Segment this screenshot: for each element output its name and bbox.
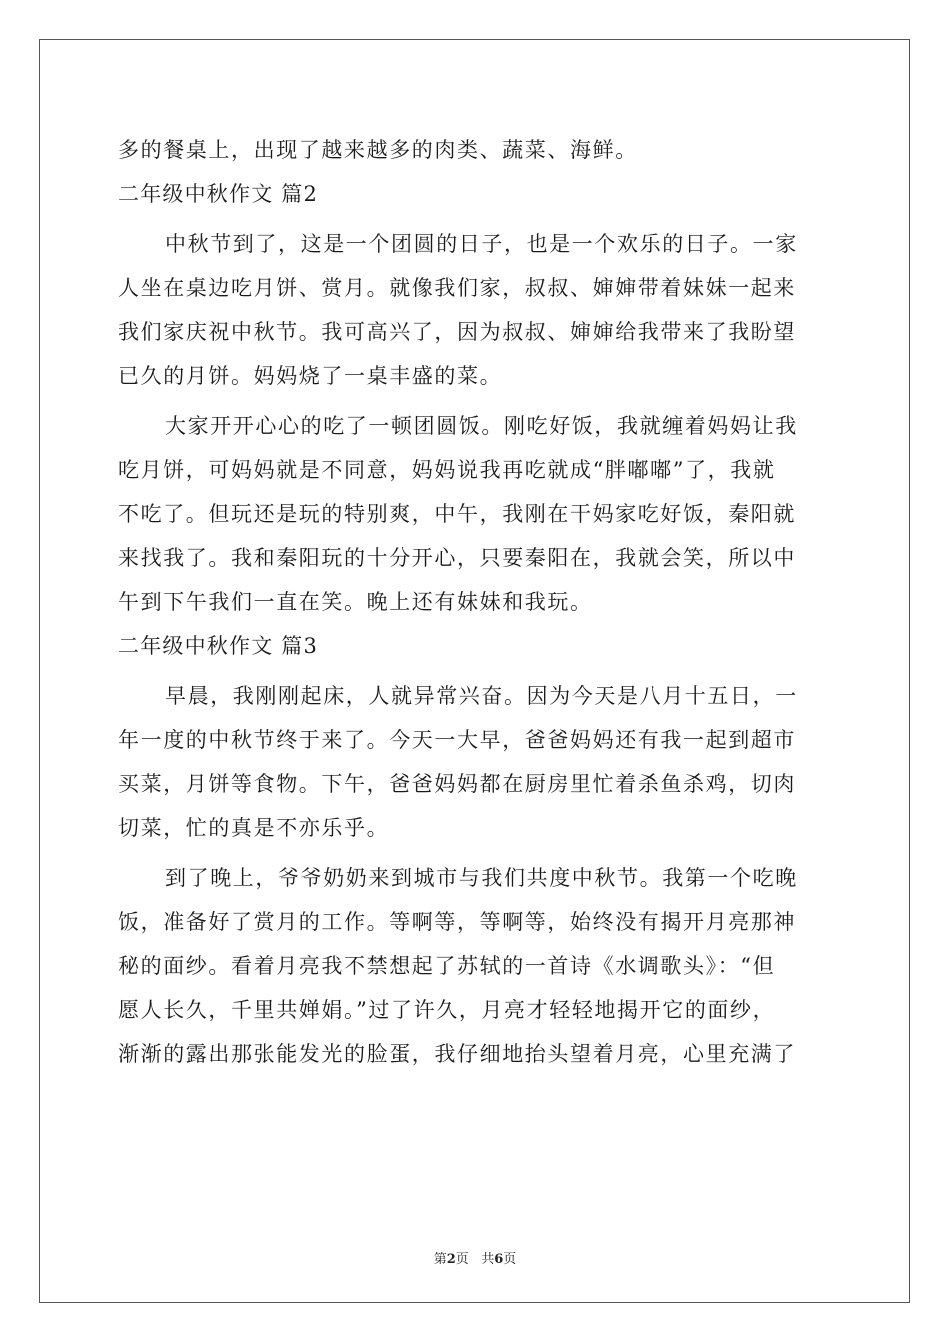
text-line: 早晨，我刚刚起床，人就异常兴奋。因为今天是八月十五日，一	[165, 684, 798, 708]
text-line: 不吃了。但玩还是玩的特别爽，中午，我刚在干妈家吃好饭，秦阳就	[118, 502, 796, 526]
text-line: 切菜，忙的真是不亦乐乎。	[118, 816, 390, 840]
text-line: 中秋节到了，这是一个团圆的日子，也是一个欢乐的日子。一家	[165, 232, 798, 256]
footer-total-prefix: 共	[481, 1252, 495, 1267]
text-line: 愿人长久，千里共婵娟。”过了许久，月亮才轻轻地揭开它的面纱，	[118, 998, 776, 1022]
text-line: 我们家庆祝中秋节。我可高兴了，因为叔叔、婶婶给我带来了我盼望	[118, 320, 796, 344]
text-line: 年一度的中秋节终于来了。今天一大早，爸爸妈妈还有我一起到超市	[118, 728, 796, 752]
text-line: 已久的月饼。妈妈烧了一桌丰盛的菜。	[118, 364, 503, 388]
text-line: 人坐在桌边吃月饼、赏月。就像我们家，叔叔、婶婶带着妹妹一起来	[118, 276, 796, 300]
text-line: 多的餐桌上，出现了越来越多的肉类、蔬菜、海鲜。	[118, 138, 638, 162]
text-line: 买菜，月饼等食物。下午，爸爸妈妈都在厨房里忙着杀鱼杀鸡，切肉	[118, 772, 796, 796]
footer-total-suffix: 页	[503, 1252, 517, 1267]
text-line: 秘的面纱。看着月亮我不禁想起了苏轼的一首诗《水调歌头》：“但	[118, 954, 776, 978]
footer-page-total: 6	[494, 1252, 504, 1267]
text-line: 来找我了。我和秦阳玩的十分开心，只要秦阳在，我就会笑，所以中	[118, 546, 796, 570]
footer-page-suffix: 页	[455, 1252, 469, 1267]
text-line: 午到下午我们一直在笑。晚上还有妹妹和我玩。	[118, 590, 593, 614]
document-body	[118, 128, 832, 1076]
text-line: 吃月饼，可妈妈就是不同意，妈妈说我再吃就成“胖嘟嘟”了，我就	[118, 458, 776, 482]
text-line: 大家开开心心的吃了一顿团圆饭。刚吃好饭，我就缠着妈妈让我	[165, 414, 798, 438]
footer-page-current: 2	[446, 1252, 456, 1267]
footer-spacer	[469, 1252, 481, 1267]
text-line: 渐渐的露出那张能发光的脸蛋，我仔细地抬头望着月亮，心里充满了	[118, 1042, 796, 1066]
text-line: 饭，准备好了赏月的工作。等啊等，等啊等，始终没有揭开月亮那神	[118, 910, 796, 934]
footer-page-prefix: 第	[433, 1252, 447, 1267]
section-heading: 二年级中秋作文 篇3	[118, 634, 319, 658]
page-footer	[0, 1248, 950, 1267]
section-heading: 二年级中秋作文 篇2	[118, 182, 319, 206]
text-line: 到了晚上，爷爷奶奶来到城市与我们共度中秋节。我第一个吃晚	[165, 866, 798, 890]
